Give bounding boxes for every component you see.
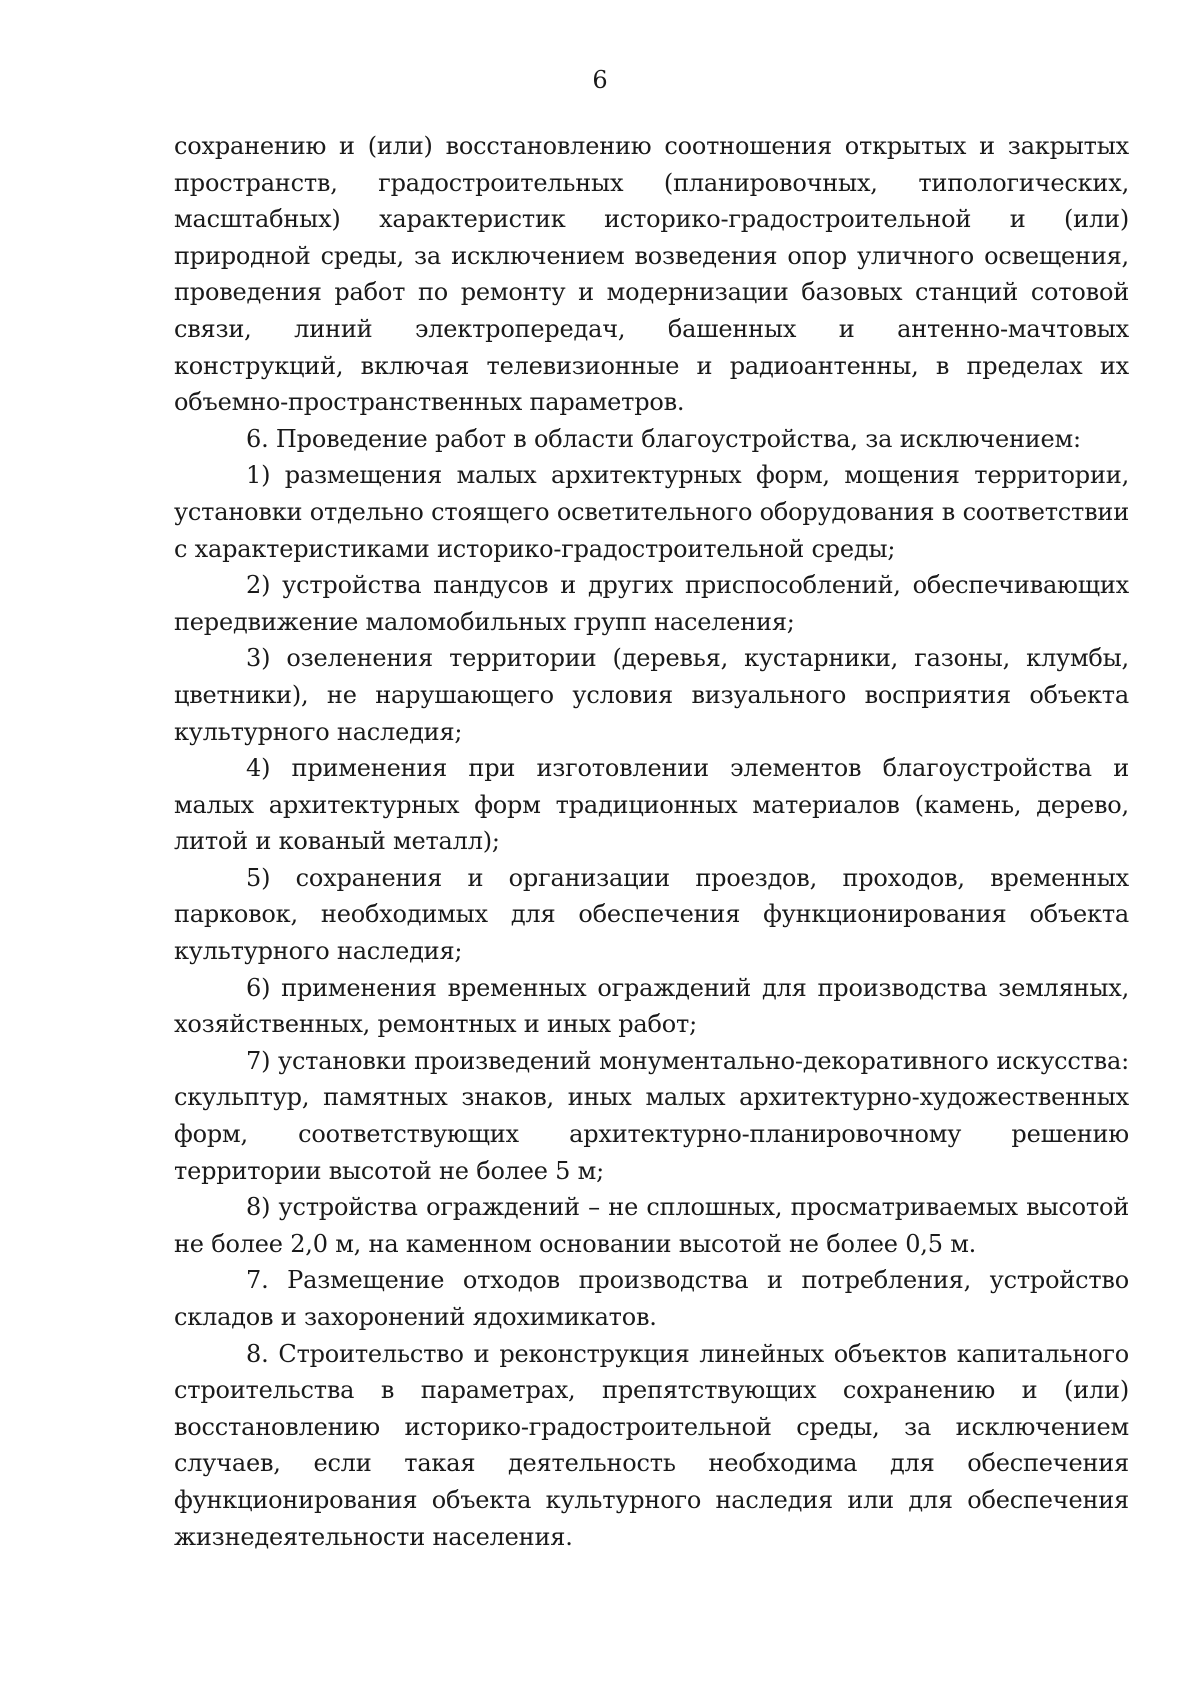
document-body [174, 128, 1129, 1555]
paragraph-continuation: сохранению и (или) восстановлению соотношения открытых и закрытых пространств, градостроительных (планировочных, типологических, масштабных) характеристик историко-градостроительной и (или) природной среды, за исключением возведения опор уличного освещения, проведения работ по ремонту и модернизации базовых станций сотовой связи, линий электропередач, башенных и антенно-мачтовых конструкций, включая телевизионные и радиоантенны, в пределах их объемно-пространственных параметров. [174, 132, 1129, 417]
paragraph-subitem-7: 7) установки произведений монументально-декоративного искусства: скульптур, памятных знаков, иных малых архитектурно-художественных форм, соответствующих архитектурно-планировочному решению территории высотой не более 5 м; [174, 1046, 1129, 1185]
paragraph-subitem-3: 3) озеленения территории (деревья, кустарники, газоны, клумбы, цветники), не нарушающего условия визуального восприятия объекта культурного наследия; [174, 644, 1129, 746]
paragraph-subitem-1: 1) размещения малых архитектурных форм, мощения территории, установки отдельно стоящего осветительного оборудования в соответствии с характеристиками историко-градостроительной среды; [174, 461, 1129, 563]
paragraph-item-6: 6. Проведение работ в области благоустройства, за исключением: [246, 424, 1081, 453]
paragraph-item-8: 8. Строительство и реконструкция линейных объектов капитального строительства в параметрах, препятствующих сохранению и (или) восстановлению историко-градостроительной среды, за исключением случаев, если такая деятельность необходима для обеспечения функционирования объекта культурного наследия или для обеспечения жизнедеятельности населения. [174, 1339, 1129, 1551]
paragraph-subitem-8: 8) устройства ограждений – не сплошных, просматриваемых высотой не более 2,0 м, на каменном основании высотой не более 0,5 м. [174, 1193, 1129, 1258]
page-number: 6 [592, 66, 608, 94]
paragraph-item-7: 7. Размещение отходов производства и потребления, устройство складов и захоронений ядохимикатов. [174, 1266, 1129, 1331]
paragraph-subitem-4: 4) применения при изготовлении элементов благоустройства и малых архитектурных форм традиционных материалов (камень, дерево, литой и кованый металл); [174, 754, 1129, 856]
paragraph-subitem-2: 2) устройства пандусов и других приспособлений, обеспечивающих передвижение маломобильных групп населения; [174, 571, 1129, 636]
paragraph-subitem-5: 5) сохранения и организации проездов, проходов, временных парковок, необходимых для обеспечения функционирования объекта культурного наследия; [174, 863, 1129, 966]
paragraph-subitem-6: 6) применения временных ограждений для производства земляных, хозяйственных, ремонтных и иных работ; [174, 973, 1129, 1039]
